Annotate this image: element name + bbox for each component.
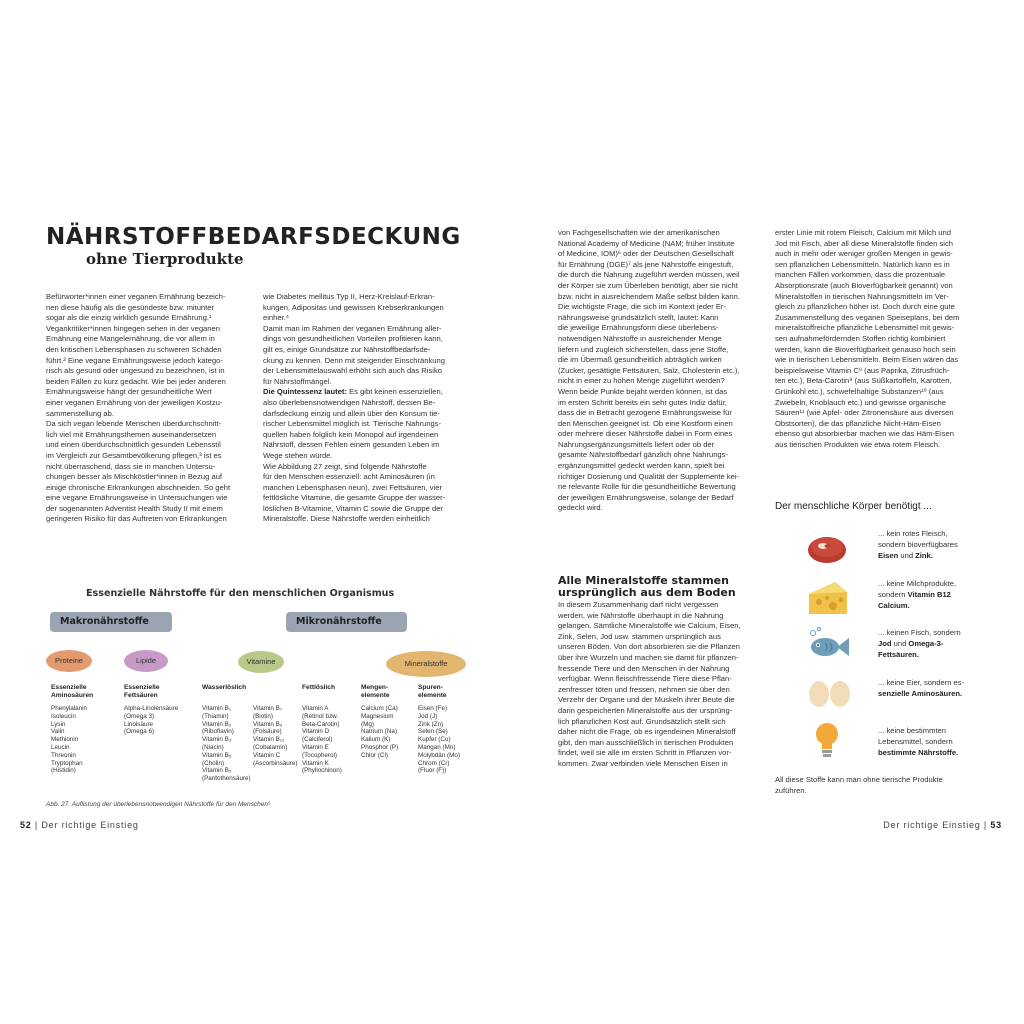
food-line	[878, 600, 988, 611]
text-line: für Ernährung (DGE)⁷ als jene Nährstoffe eingestuft,	[558, 259, 734, 269]
text-line: oder mehrere dieser Nährstoffe dabei in Form eines	[558, 429, 733, 439]
text-line: zenfresser töten und fressen, nehmen sie über den	[558, 684, 730, 694]
text-line: lich pflanzlichen Kost auf. Grundsätzlich stellt sich	[558, 716, 726, 726]
text-line: All diese Stoffe kann man ohne tierische Produkte	[775, 775, 943, 784]
text-line: Die wichtigste Frage, die sich im Kontext jeder Er-	[558, 302, 726, 312]
text-line: im ersten Schritt bereits ein sehr gutes Indiz dafür,	[558, 397, 727, 407]
text-line: einige chronische Erkrankungen abschneiden. So geht	[46, 482, 231, 492]
food-mid: und	[891, 639, 909, 648]
text-line: gelangen. Sämtliche Mineralstoffe wie Calcium, Eisen,	[558, 621, 741, 631]
text-line: Ernährung eine Mangelernährung, die vor allem in	[46, 334, 215, 344]
text-line: den Menschen geeignet ist. Ob eine Kostform einen	[558, 418, 733, 428]
text-line: für den Menschen essenziell: acht Aminosäuren (in	[263, 472, 435, 482]
food-bold: Calcium.	[878, 601, 910, 610]
text-line: risch als gesund oder ungesund zu bezeichnen, ist in	[46, 366, 225, 376]
cheese-icon	[805, 578, 853, 618]
text-line: und einen überdurchschnittlich gesunden Lebensstil	[46, 440, 221, 450]
text-line: Damit man im Rahmen der veganen Ernährung aller-	[263, 323, 442, 333]
text-line: Säuren¹¹ (wie Apfel- oder Zitronensäure aus diversen	[775, 408, 954, 418]
food-line: ... keine bestimmten	[878, 726, 946, 735]
text-line: findet, weil sie alle im ersten Schritt in Pflanzen vor-	[558, 748, 732, 758]
text-line: Zwiebeln, Knoblauch etc.) und gewisse organische	[775, 397, 946, 407]
food-line: ... keine Milchprodukte,	[878, 579, 957, 588]
food-text-cheese	[878, 578, 988, 611]
bubble-mineralstoffe: Mineralstoffe	[386, 651, 466, 677]
text-line: löslichen B-Vitamine, Vitamin C sowie die Gruppe der	[263, 503, 443, 513]
text-line: gleich zu pflanzlichen höher ist. Doch durch eine gute	[775, 302, 955, 312]
text-line: darin gespeicherten Mineralstoffe aus der ursprüng-	[558, 705, 733, 715]
text-line: unseren Böden. Von dort absorbieren sie die Pflanzen	[558, 642, 740, 652]
text-line: beispielsweise Vitamin C⁸ (aus Paprika, Zitrusfrüch-	[775, 365, 950, 375]
text-line: Zusammenstellung des veganen Speiseplans, bei dem	[775, 312, 960, 322]
text-line: Mineralstoffe. Diese Nährstoffe werden einheitlich	[263, 514, 430, 524]
food-text-meat	[878, 528, 988, 561]
food-bold: Vitamin B12	[907, 590, 951, 599]
group-head-mengenelemente: Mengen- elemente	[361, 684, 390, 699]
figure-title: Essenzielle Nährstoffe für den menschlichen Organismus	[86, 588, 395, 599]
food-line	[878, 688, 988, 699]
text-line: manchen Fällen vorkommen, dass die prozentuale	[775, 270, 946, 280]
text-line: sen pflanzlichen Lebensmitteln. Natürlich kann es in	[775, 259, 950, 269]
text-line: Zink, Selen, Jod usw. stammen ursprünglich aus	[558, 631, 721, 641]
text-line: ergänzungsmittel gedeckt werden kann, spielt bei	[558, 461, 725, 471]
text-line: dass die in Betracht gezogene Ernährungsweise für	[558, 408, 732, 418]
bubble-proteine: Proteine	[46, 650, 92, 672]
makro-tag: Makronährstoffe	[50, 612, 172, 632]
text-line: der sogenannten Adventist Health Study II mit einem	[46, 503, 223, 513]
group-list-spurenelemente: Eisen (Fe) Jod (J) Zink (Zn) Selen (Se) Kupfer (Cu) Mangan (Mn) Molybdän (Mo) Chrom (Cr) (Fluor (F))	[418, 705, 460, 775]
group-list-mengenelemente: Calcium (Ca) Magnesium (Mg) Natrium (Na) Kalium (K) Phosphor (P) Chlor (Cl)	[361, 705, 399, 759]
text-line: nen diese häufig als die gesündeste bzw. mitunter	[46, 302, 215, 312]
group-head-spurenelemente: Spuren- elemente	[418, 684, 447, 699]
text-line: Absorptionsrate (auch Bioverfügbarkeit genannt) von	[775, 280, 953, 290]
text-line: nicht überraschend, dass sie in manchen Untersu-	[46, 461, 216, 471]
food-line	[878, 638, 988, 660]
food-line: sondern bioverfügbares	[878, 540, 958, 549]
group-head-wasserloeslich: Wasserlöslich	[202, 684, 247, 691]
text-line: kungen, Adipositas und gewissen Krebserkrankungen	[263, 302, 444, 312]
page-title: NÄHRSTOFFBEDARFSDECKUNG	[46, 224, 461, 250]
text-line: gesamte Nährstoffbedarf gänzlich ohne Nahrungs-	[558, 450, 728, 460]
text-line: Mineralstoffen in tierischen Nahrungsmitteln im Ver-	[775, 291, 949, 301]
food-mid: und	[898, 551, 916, 560]
text-line: die jeweilige Ernährungsform diese überlebens-	[558, 323, 719, 333]
text-line: ne relevante Rolle für die gesundheitliche Bewertung	[558, 482, 736, 492]
text-line: chungen besser als Mischköstler*innen in Bezug auf	[46, 472, 223, 482]
text-line: Befürworter*innen einer veganen Ernährung bezeich-	[46, 292, 226, 301]
food-bold: senzielle Aminosäuren.	[878, 689, 963, 698]
fish-icon	[805, 625, 853, 665]
text-line: wie in tierischen Lebensmitteln. Beim Eisen wären das	[775, 355, 959, 365]
group-list-fettsaeuren: Alpha-Linolensäure (Omega 3) Linolsäure (Omega 6)	[124, 705, 179, 736]
eggs-icon	[805, 672, 853, 712]
text-line: verfügbar. Wenn fleischfressende Tiere diese Pflan-	[558, 674, 732, 684]
page-number-left: 52	[20, 820, 32, 830]
text-line: bzw. nicht in ausreichendem Maße selbst bilden kann.	[558, 291, 740, 301]
text-line: geringeren Risiko für das Auftreten von Erkrankungen	[46, 514, 227, 524]
text-line: im Vergleich zur Gesamtbevölkerung pflegen,³ ist es	[46, 450, 222, 460]
group-list-wasserloeslich-1: Vitamin B₁ (Thiamin) Vitamin B₂ (Riboflavin) Vitamin B₃ (Niacin) Vitamin B₅ (Cholin) Vitamin B₅ (Pantothensäure)	[202, 705, 251, 783]
text-line: Nährstoff, dessen Fehlen einem gesunden Leben im	[263, 440, 440, 450]
text-line: einher.⁴	[263, 313, 290, 323]
mikro-tag: Mikronährstoffe	[286, 612, 407, 632]
group-head-fettloeslich: Fettlöslich	[302, 684, 335, 691]
text-line: nährungsweise grundsätzlich stellt, lautet: Kann	[558, 312, 719, 322]
text-line: quellen haben folglich kein Monopol auf irgendeinen	[263, 429, 439, 439]
food-line	[878, 747, 988, 758]
food-text-bulb	[878, 725, 988, 758]
text-line: of Medicine, IOM)⁶ oder der Deutschen Gesellschaft	[558, 249, 734, 259]
text-line: Nahrungsergänzungsmittels liefert oder ob der	[558, 439, 715, 449]
text-line: gibt, den man ausschließlich in tierischen Produkten	[558, 737, 734, 747]
footer-right: Der richtige Einstieg | 53	[883, 820, 1002, 830]
text-line: Grünkohl etc.), schwefelhaltige Substanzen¹⁰ (aus	[775, 386, 944, 396]
right-column-1	[558, 228, 762, 514]
food-line	[878, 589, 988, 600]
text-line: National Academy of Medicine (NAM; früher Institute	[558, 238, 735, 248]
footer-right-text: Der richtige Einstieg	[883, 820, 981, 830]
text-line: einer veganen Ernährung von der jeweiligen Kostzu-	[46, 397, 223, 407]
closing-text	[775, 775, 985, 796]
text-line: daher nicht die Frage, ob es irgendeinen Mineralstoff	[558, 727, 736, 737]
text-line: Ernährungsweise hängt der gesundheitliche Wert	[46, 387, 212, 397]
text-line: Verzehr der Organe und der Muskeln ihrer Beute die	[558, 695, 735, 705]
text-line: richtiger Dosierung und Qualität der Supplemente kei-	[558, 471, 740, 481]
page-number-right: 53	[990, 820, 1002, 830]
text-line: aus tierischen Produkten wie etwa rotem Fleisch.	[775, 439, 941, 449]
text-line: die im Übermaß gesundheitlich abträglich wirken	[558, 355, 722, 365]
group-list-wasserloeslich-2: Vitamin B₇ (Biotin) Vitamin B₉ (Folsäure) Vitamin B₁₂ (Cobalamin) Vitamin C (Ascorbinsäure)	[253, 705, 298, 767]
text-line: sogar als die einzig wirklich gesunde Ernährung.¹	[46, 313, 212, 323]
food-bold: Eisen	[878, 551, 899, 560]
food-bold: bestimmte Nährstoffe.	[878, 748, 959, 757]
text-line: für Nährstoffmängel.	[263, 376, 332, 386]
lightbulb-icon	[805, 720, 853, 760]
text-line: Wege stehen würde.	[263, 450, 333, 460]
text-line: die durch die Nahrung zugeführt werden müssen, weil	[558, 270, 740, 280]
quintessenz-label: Die Quintessenz lautet:	[263, 387, 347, 397]
food-text-eggs	[878, 677, 988, 699]
meat-icon	[805, 528, 853, 568]
text-line: mineralstoffreiche pflanzliche Lebensmittel mit gewis-	[775, 323, 955, 333]
text-line: nicht in einer zu hohen Menge zugeführt werden?	[558, 376, 725, 386]
left-column-1	[46, 292, 252, 525]
page-subtitle: ohne Tierprodukte	[86, 250, 244, 268]
right-column-2	[775, 228, 981, 450]
food-line2: sondern	[878, 590, 908, 599]
text-line: der Körper sie zum Überleben benötigt, aber sie nicht	[558, 280, 738, 290]
text-line: Vegankritiker*innen hingegen sehen in der veganen	[46, 323, 220, 333]
text-line: ckung zu kennen. Denn mit steigender Einschränkung	[263, 355, 445, 365]
left-column-2	[263, 292, 471, 525]
text-line: kommen. Zwar verbinden viele Menschen Eisen in	[558, 758, 728, 768]
text-line: lich viel mit Ernährungsthemen auseinandersetzen	[46, 429, 217, 439]
text-line: über ihre Wurzeln und machen sie damit für pflanzen-	[558, 652, 739, 662]
text-line: liefern und zugleich sicherstellen, dass jene Stoffe,	[558, 344, 729, 354]
footer-left: 52 | Der richtige Einstieg	[20, 820, 139, 830]
text-line: erster Linie mit rotem Fleisch, Calcium mit Milch und	[775, 228, 951, 237]
text-line: Da sich vegan lebende Menschen überdurchschnitt-	[46, 419, 222, 429]
text-line: dings von gesundheitlichen Vorteilen profitieren kann,	[263, 334, 443, 344]
body-heading: Der menschliche Körper benötigt ...	[775, 501, 932, 512]
bubble-vitamine: Vitamine	[238, 651, 284, 673]
text-line: also überlebensnotwendigen Nährstoff, dessen Be-	[263, 397, 436, 407]
text-line: (Zucker, gesättigte Fettsäuren, Salz, Cholesterin etc.),	[558, 365, 740, 375]
text-line: darfsdeckung einzig und allein über den Konsum tie-	[263, 408, 440, 418]
text-line: werden, kann die Bioverfügbarkeit genauso hoch sein	[775, 344, 956, 354]
right-column-1b	[558, 600, 762, 770]
text-line: ebenso gut absorbierbar machen wie das Häm-Eisen	[775, 429, 954, 439]
text-line: werden, wie Nährstoffe überhaupt in die Nahrung	[558, 610, 724, 620]
food-line: ... keinen Fisch, sondern	[878, 628, 961, 637]
food-bold: Omega-3- Fettsäuren.	[878, 639, 944, 659]
text-line: auch in mehr oder weniger großen Mengen in gewis-	[775, 249, 953, 259]
mineral-heading: Alle Mineralstoffe stammen ursprünglich aus dem Boden	[558, 574, 736, 599]
text-line: rischer Lebensmittel möglich ist. Tierische Nahrungs-	[263, 419, 442, 429]
text-line: manchen Lebensphasen neun), zwei Fettsäuren, vier	[263, 482, 442, 492]
text-line: der Lebensmittelauswahl erhöht sich auch das Risiko	[263, 366, 442, 376]
text-line: den kritischen Lebensphasen zu schweren Schäden	[46, 344, 222, 354]
food-bold: Zink.	[915, 551, 933, 560]
text-line: führt.² Eine vegane Ernährungsweise jedoch katego-	[46, 355, 223, 365]
text-span: Es gibt keinen essenziellen,	[346, 387, 443, 397]
food-line: ... keine Eier, sondern es-	[878, 678, 965, 687]
text-line: sen aufnahmefördernden Stoffen richtig kombiniert	[775, 333, 946, 343]
text-line: der jeweiligen Ernährungsweise, solange der Bedarf	[558, 492, 734, 502]
text-line: Jod mit Fisch, aber all diese Mineralstoffe finden sich	[775, 238, 953, 248]
text-line: In diesem Zusammenhang darf nicht vergessen	[558, 600, 719, 609]
text-line: gedeckt wird.	[558, 503, 603, 513]
group-list-aminosaeuren: Phenylalanin Isoleucin Lysin Valin Methionin Leucin Threonin Tryptophan (Histidin)	[51, 705, 88, 775]
text-line: gilt es, einige Grundsätze zur Nährstoffbedarfsde-	[263, 344, 431, 354]
footer-left-text: Der richtige Einstieg	[41, 820, 139, 830]
text-line: wie Diabetes mellitus Typ II, Herz-Kreislauf-Erkran-	[263, 292, 435, 301]
text-line: Wie Abbildung 27 zeigt, sind folgende Nährstoffe	[263, 461, 427, 471]
text-line: von Fachgesellschaften wie der amerikanischen	[558, 228, 720, 237]
food-text-fish	[878, 627, 988, 660]
text-line: notwendigen Nährstoffe in ausreichender Menge	[558, 333, 722, 343]
text-line: zuführen.	[775, 785, 807, 795]
food-line: ... kein rotes Fleisch,	[878, 529, 948, 538]
text-line: Wenn beide Punkte bejaht werden können, ist das	[558, 386, 728, 396]
figure-caption: Abb. 27. Auflistung der überlebensnotwendigen Nährstoffe für den Menschen⁵	[46, 801, 271, 808]
group-head-fettsaeuren: Essenzielle Fettsäuren	[124, 684, 160, 699]
group-head-aminosaeuren: Essenzielle Aminosäuren	[51, 684, 94, 699]
text-line: beiden Fällen zu kurz gedacht. Wie bei jeder anderen	[46, 376, 226, 386]
bubble-lipide: Lipide	[124, 650, 168, 672]
text-line: fressende Tiere und den Menschen in der Nahrung	[558, 663, 730, 673]
text-line: fettlösliche Vitamine, die gesamte Gruppe der wasser-	[263, 493, 446, 503]
food-line	[878, 550, 988, 561]
text-line: eine vegane Ernährungsweise in Untersuchungen wie	[46, 493, 228, 503]
group-list-fettloeslich: Vitamin A (Retinol bzw. Beta-Carotin) Vitamin D (Calciferol) Vitamin E (Tocopherol) Vitamin K (Phyllochinon)	[302, 705, 342, 775]
text-line: Obstsorten), die das pflanzliche Nicht-Häm-Eisen	[775, 418, 941, 428]
text-line: sammenstellung ab.	[46, 408, 114, 418]
text-line	[263, 387, 471, 398]
food-bold: Jod	[878, 639, 892, 648]
text-line: ten etc.), Beta-Carotin⁹ (aus Süßkartoffeln, Karotten,	[775, 376, 952, 386]
food-line: Lebensmittel, sondern	[878, 737, 953, 746]
